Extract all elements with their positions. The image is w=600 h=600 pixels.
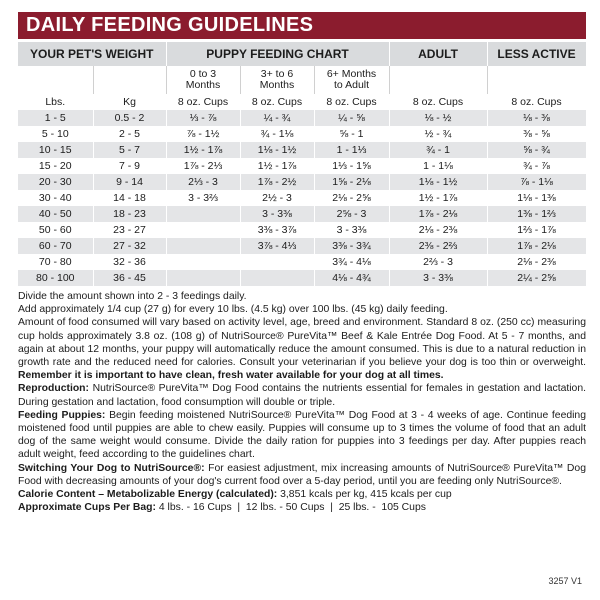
switching-paragraph [18, 462, 586, 488]
subheader-line: to Adult [334, 79, 370, 91]
table-row [18, 110, 586, 126]
unit-cups: 8 oz. Cups [240, 94, 314, 110]
subheader-line: 6+ Months [326, 68, 377, 80]
table-row [18, 190, 586, 206]
puppy-age-3-6 [240, 66, 314, 94]
row-kg-cell: 36 - 45 [93, 270, 166, 286]
row-lbs-cell: 10 - 15 [18, 142, 93, 158]
row-kg-cell: 14 - 18 [93, 190, 166, 206]
row-lbs-cell: 50 - 60 [18, 222, 93, 238]
table-row [18, 270, 586, 286]
row-lbs-cell: 5 - 10 [18, 126, 93, 142]
row-puppy-0-3-cell: 2⅓ - 3 [166, 174, 240, 190]
row-puppy-3-6-cell: ¾ - 1⅛ [240, 126, 314, 142]
table-row [18, 126, 586, 142]
reproduction-paragraph [18, 382, 586, 408]
row-adult-cell: ½ - ¾ [389, 126, 487, 142]
subheader-line: Months [185, 79, 221, 91]
instructions-text [18, 290, 586, 514]
water-reminder: Remember it is important to have clean, fresh water available for your dog at all times. [18, 370, 444, 382]
table-row [18, 174, 586, 190]
row-puppy-3-6-cell: 3⅜ - 3⅞ [240, 222, 314, 238]
row-puppy-0-3-cell [166, 270, 240, 286]
switching-label: Switching Your Dog to NutriSource®: [18, 462, 205, 474]
amount-text: Amount of food consumed will vary based on activity level, age, breed and environment. Standard 8 oz. (250 cc) measuring cup holds approximately 3.8 oz. (108 g) of NutriSource® PureVita™ Beef & Kale Entrée Dog Food. At 5 - 7 months, and again at about 12 months, your puppy will automatically reduce the amount consumed. This is due to a natural reduction in growth rate and the reduced need for calories. Consult your veterinarian if you believe your dog is too thin or overweight. [18, 317, 586, 369]
page-title: DAILY FEEDING GUIDELINES [18, 12, 586, 39]
empty-cell [389, 66, 487, 94]
row-less-active-cell: 1⅔ - 1⅞ [487, 222, 586, 238]
row-kg-cell: 23 - 27 [93, 222, 166, 238]
row-puppy-0-3-cell: 1½ - 1⅞ [166, 142, 240, 158]
row-puppy-6-adult-cell: ⅝ - 1 [314, 126, 389, 142]
row-puppy-6-adult-cell: 2⅛ - 2⅝ [314, 190, 389, 206]
subheader-line: Months [259, 79, 295, 91]
calorie-label: Calorie Content – Metabolizable Energy (calculated): [18, 489, 278, 501]
table-header-row [18, 42, 586, 66]
row-puppy-3-6-cell: 2½ - 3 [240, 190, 314, 206]
row-puppy-3-6-cell: 3⅞ - 4⅓ [240, 238, 314, 254]
cups-per-bag-text: 4 lbs. - 16 Cups | 12 lbs. - 50 Cups | 25 lbs. - 105 Cups [158, 502, 426, 514]
row-puppy-3-6-cell [240, 270, 314, 286]
puppy-age-6-adult [314, 66, 389, 94]
calorie-paragraph [18, 488, 586, 501]
row-adult-cell: ⅛ - ½ [389, 110, 487, 126]
row-adult-cell: 2⅛ - 2⅜ [389, 222, 487, 238]
row-less-active-cell: ⅛ - ⅜ [487, 110, 586, 126]
calorie-text: 3,851 kcals per kg, 415 kcals per cup [280, 489, 452, 501]
reproduction-label: Reproduction: [18, 383, 89, 395]
row-puppy-3-6-cell: ¼ - ¾ [240, 110, 314, 126]
row-adult-cell: ¾ - 1 [389, 142, 487, 158]
row-puppy-3-6-cell: 1⅛ - 1½ [240, 142, 314, 158]
row-puppy-0-3-cell: ⅓ - ⅞ [166, 110, 240, 126]
empty-cell [18, 66, 93, 94]
table-row [18, 222, 586, 238]
row-puppy-6-adult-cell: 1⅝ - 2⅛ [314, 174, 389, 190]
row-puppy-0-3-cell: 1⅞ - 2⅓ [166, 158, 240, 174]
unit-kg: Kg [93, 94, 166, 110]
row-lbs-cell: 30 - 40 [18, 190, 93, 206]
adult-header: ADULT [389, 42, 487, 66]
row-adult-cell: 2⅔ - 3 [389, 254, 487, 270]
less-active-header: LESS ACTIVE [487, 42, 586, 66]
cups-per-bag-paragraph [18, 501, 586, 514]
weight-header: YOUR PET'S WEIGHT [18, 42, 166, 66]
unit-cups: 8 oz. Cups [314, 94, 389, 110]
table-row [18, 206, 586, 222]
subheader-line: 3+ to 6 [260, 68, 294, 80]
empty-cell [487, 66, 586, 94]
table-subheader-row [18, 66, 586, 94]
row-adult-cell: 1⅞ - 2⅛ [389, 206, 487, 222]
row-puppy-6-adult-cell: 2⅝ - 3 [314, 206, 389, 222]
row-kg-cell: 9 - 14 [93, 174, 166, 190]
row-kg-cell: 0.5 - 2 [93, 110, 166, 126]
feeding-puppies-label: Feeding Puppies: [18, 409, 106, 421]
reproduction-text: NutriSource® PureVita™ Dog Food contains the nutrients essential for females in gestation and lactation. During gestation and lactation, food consumption will double or triple. [18, 383, 587, 408]
amount-paragraph [18, 316, 586, 382]
row-puppy-3-6-cell: 1⅞ - 2½ [240, 174, 314, 190]
table-row [18, 254, 586, 270]
row-puppy-6-adult-cell: 1⅓ - 1⅝ [314, 158, 389, 174]
row-lbs-cell: 80 - 100 [18, 270, 93, 286]
row-adult-cell: 2⅜ - 2⅔ [389, 238, 487, 254]
row-less-active-cell: 1⅞ - 2⅛ [487, 238, 586, 254]
switching-text: For easiest adjustment, mix increasing amounts of NutriSource® PureVita™ Dog Food with decreasing amounts of your dog's current food over a 5-day period, until you are feeding only NutriSource®. [18, 462, 586, 487]
row-puppy-3-6-cell: 3 - 3⅜ [240, 206, 314, 222]
row-kg-cell: 27 - 32 [93, 238, 166, 254]
table-units-row [18, 94, 586, 110]
row-adult-cell: 1⅛ - 1½ [389, 174, 487, 190]
feeding-puppies-text: Begin feeding moistened NutriSource® PureVita™ Dog Food at 3 - 4 weeks of age. Continue feeding moistened food until puppies are able to chew easily. Puppies will consume up to 3 times the volume of food that an adult dog of the same weight would consume. Divide the daily ration for puppies into 3 feedings per day. After puppies reach adult weight, feed according to the guidelines chart. [18, 409, 586, 461]
row-adult-cell: 1 - 1⅛ [389, 158, 487, 174]
cups-per-bag-label: Approximate Cups Per Bag: [18, 502, 156, 514]
puppy-age-0-3 [166, 66, 240, 94]
row-puppy-0-3-cell [166, 238, 240, 254]
row-kg-cell: 5 - 7 [93, 142, 166, 158]
row-adult-cell: 1½ - 1⅞ [389, 190, 487, 206]
row-puppy-0-3-cell [166, 206, 240, 222]
row-less-active-cell: 2¼ - 2⅝ [487, 270, 586, 286]
row-adult-cell: 3 - 3⅜ [389, 270, 487, 286]
row-puppy-6-adult-cell: 3¾ - 4⅛ [314, 254, 389, 270]
row-less-active-cell: 1⅜ - 1⅔ [487, 206, 586, 222]
unit-cups: 8 oz. Cups [487, 94, 586, 110]
row-lbs-cell: 15 - 20 [18, 158, 93, 174]
row-less-active-cell: 2⅛ - 2⅜ [487, 254, 586, 270]
row-less-active-cell: ¾ - ⅞ [487, 158, 586, 174]
empty-cell [93, 66, 166, 94]
row-less-active-cell: ⅞ - 1⅛ [487, 174, 586, 190]
feeding-chart-table [18, 42, 587, 286]
row-kg-cell: 7 - 9 [93, 158, 166, 174]
row-kg-cell: 18 - 23 [93, 206, 166, 222]
row-less-active-cell: 1⅛ - 1⅜ [487, 190, 586, 206]
feeding-puppies-paragraph [18, 409, 586, 462]
instruction-line: Add approximately 1/4 cup (27 g) for every 10 lbs. (4.5 kg) over 100 lbs. (45 kg) daily feeding. [18, 304, 448, 316]
subheader-line: 0 to 3 [189, 68, 217, 80]
row-less-active-cell: ⅝ - ¾ [487, 142, 586, 158]
row-less-active-cell: ⅜ - ⅝ [487, 126, 586, 142]
unit-lbs: Lbs. [18, 94, 93, 110]
table-row [18, 142, 586, 158]
row-puppy-3-6-cell [240, 254, 314, 270]
unit-cups: 8 oz. Cups [166, 94, 240, 110]
row-puppy-0-3-cell: ⅞ - 1½ [166, 126, 240, 142]
row-puppy-6-adult-cell: 3 - 3⅜ [314, 222, 389, 238]
row-puppy-0-3-cell [166, 222, 240, 238]
unit-cups: 8 oz. Cups [389, 94, 487, 110]
row-puppy-6-adult-cell: 4⅛ - 4¾ [314, 270, 389, 286]
row-lbs-cell: 40 - 50 [18, 206, 93, 222]
row-puppy-6-adult-cell: 3⅜ - 3¾ [314, 238, 389, 254]
instruction-line: Divide the amount shown into 2 - 3 feedings daily. [18, 291, 247, 302]
row-lbs-cell: 20 - 30 [18, 174, 93, 190]
table-row [18, 238, 586, 254]
row-lbs-cell: 1 - 5 [18, 110, 93, 126]
table-row [18, 158, 586, 174]
row-puppy-6-adult-cell: 1 - 1⅓ [314, 142, 389, 158]
row-lbs-cell: 60 - 70 [18, 238, 93, 254]
row-kg-cell: 32 - 36 [93, 254, 166, 270]
row-puppy-0-3-cell: 3 - 3⅔ [166, 190, 240, 206]
footer-code: 3257 V1 [548, 576, 582, 586]
row-puppy-3-6-cell: 1½ - 1⅞ [240, 158, 314, 174]
row-lbs-cell: 70 - 80 [18, 254, 93, 270]
row-puppy-0-3-cell [166, 254, 240, 270]
row-kg-cell: 2 - 5 [93, 126, 166, 142]
puppy-header: PUPPY FEEDING CHART [166, 42, 389, 66]
row-puppy-6-adult-cell: ¼ - ⅝ [314, 110, 389, 126]
